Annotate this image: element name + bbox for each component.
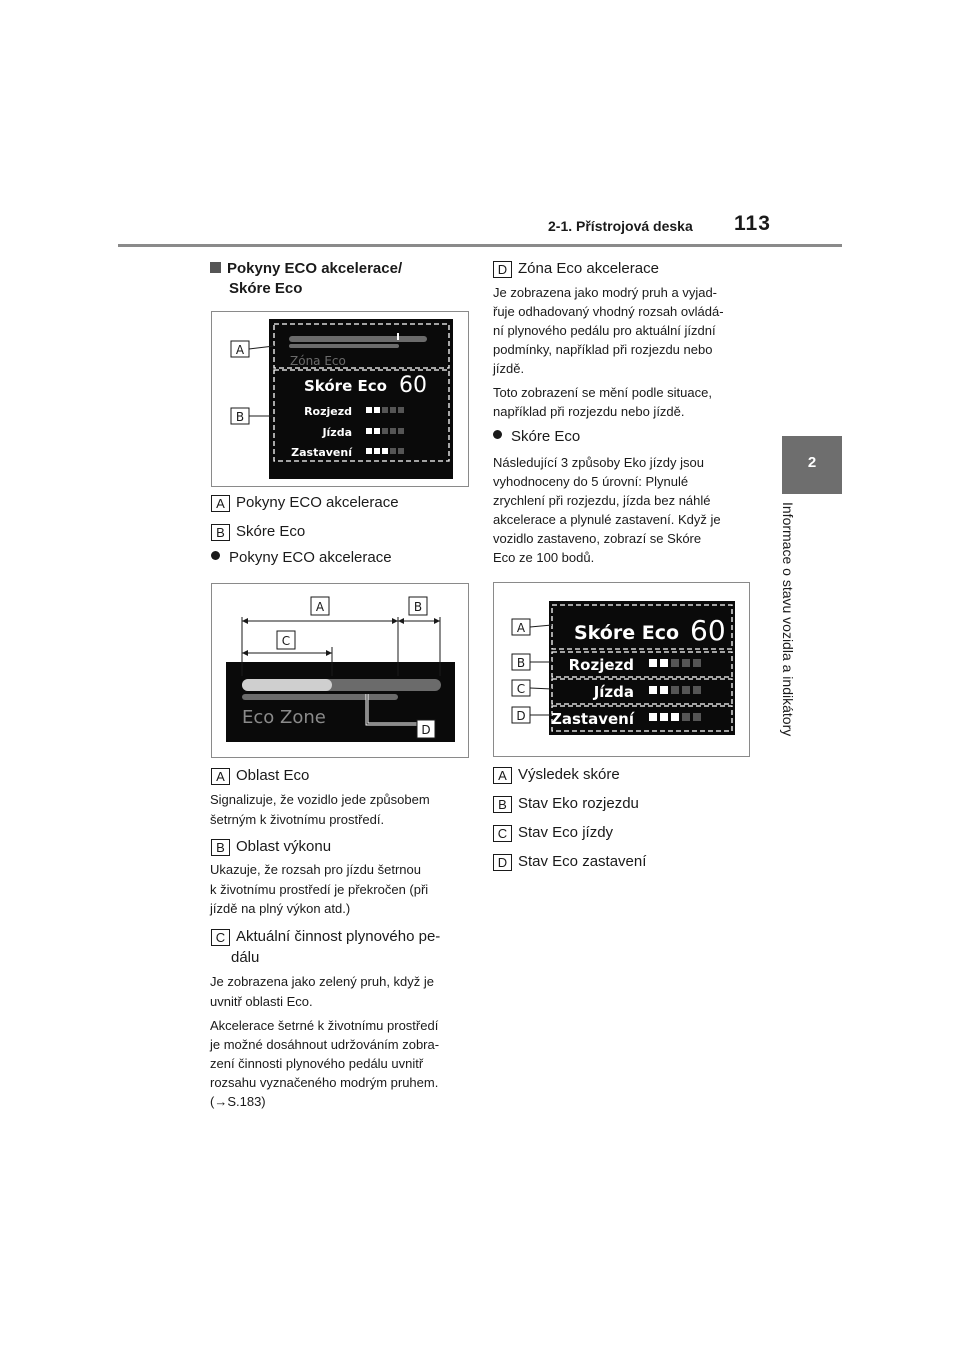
figure-eco-score-detail <box>493 582 750 757</box>
oblast-vykonu-desc-2: k životnímu prostředí je překročen (při <box>210 882 429 897</box>
legend-plynovy-pedal-line2: dálu <box>231 949 260 966</box>
fig3-callout-b: B <box>516 656 526 670</box>
figure-eco-score-detail-drawing <box>494 583 749 756</box>
oblast-eco-desc-1: Signalizuje, že vozidlo jede způsobem <box>210 792 430 807</box>
skore-desc-6: Eco ze 100 bodů. <box>493 550 595 565</box>
fig2-callout-b: B <box>413 600 423 614</box>
fig3-callout-a: A <box>516 621 526 635</box>
pedal-desc2-4: rozsahu vyznačeného modrým pruhem. <box>210 1075 439 1090</box>
skore-desc-4: akcelerace a plynulé zastavení. Když je <box>493 512 721 527</box>
zona-desc1-2: řuje odhadovaný vhodný rozsah ovládá- <box>493 304 724 319</box>
pedal-desc1-2: uvnitř oblasti Eco. <box>210 994 313 1009</box>
bullet-skore-eco: Skóre Eco <box>493 427 580 447</box>
figure-eco-zone-drawing <box>212 584 468 757</box>
figure-eco-guide-score <box>211 311 469 487</box>
section-heading-line2: Skóre Eco <box>229 280 303 297</box>
fig1-callout-b: B <box>235 410 245 424</box>
fig3-callout-d: D <box>516 709 526 723</box>
pedal-desc2-1: Akcelerace šetrné k životnímu prostředí <box>210 1018 439 1033</box>
fig1-row-rozjezd: Rozjezd <box>304 405 352 418</box>
figure-eco-guide-score-drawing <box>212 312 468 486</box>
bullet-dot-icon <box>493 430 502 439</box>
bullet-eco-guide: Pokyny ECO akcelerace <box>211 548 392 568</box>
zona-desc1-4: podmínky, například při rozjezdu nebo <box>493 342 713 357</box>
legend-eco-jizda: C Stav Eco jízdy <box>493 823 613 843</box>
skore-desc-3: zrychlení při rozjezdu, jízda bez náhlé <box>493 493 711 508</box>
fig2-zone-label: Eco Zone <box>242 707 326 728</box>
fig2-callout-a: A <box>315 600 325 614</box>
fig1-score-label: Skóre Eco <box>304 377 387 395</box>
legend-zona-eco: D Zóna Eco akcelerace <box>493 259 659 279</box>
fig1-zone-label: Zóna Eco <box>290 354 346 368</box>
fig1-legend-a: A Pokyny ECO akcelerace <box>211 493 399 513</box>
fig3-row-zastaveni: Zastavení <box>551 710 634 728</box>
zona-desc1-5: jízdě. <box>493 361 525 376</box>
legend-eko-rozjezd: B Stav Eko rozjezdu <box>493 794 639 814</box>
bullet-dot-icon <box>211 551 220 560</box>
legend-oblast-eco: A Oblast Eco <box>211 766 309 786</box>
fig1-callout-a: A <box>235 343 245 357</box>
header-rule <box>118 244 842 247</box>
fig2-callout-c: C <box>281 634 291 648</box>
skore-desc-1: Následující 3 způsoby Eko jízdy jsou <box>493 455 704 470</box>
zona-desc1-1: Je zobrazena jako modrý pruh a vyjad- <box>493 285 718 300</box>
section-title: 2-1. Přístrojová deska <box>548 218 693 234</box>
legend-oblast-vykonu: B Oblast výkonu <box>211 837 331 857</box>
skore-desc-5: vozidlo zastaveno, zobrazí se Skóre <box>493 531 702 546</box>
skore-desc-2: vyhodnoceny do 5 úrovní: Plynulé <box>493 474 689 489</box>
legend-plynovy-pedal: C Aktuální činnost plynového pe- <box>211 927 440 947</box>
chapter-title: Informace o stavu vozidla a indikátory <box>780 502 796 737</box>
fig3-score-label: Skóre Eco <box>574 622 680 644</box>
fig3-score-value: 60 <box>690 614 726 647</box>
legend-eco-zastaveni: D Stav Eco zastavení <box>493 852 646 872</box>
section-heading: Pokyny ECO akcelerace/ <box>210 256 402 282</box>
fig1-score-value: 60 <box>399 373 427 398</box>
zona-desc2-2: například při rozjezdu nebo jízdě. <box>493 404 685 419</box>
figure-eco-zone <box>211 583 469 758</box>
fig2-callout-d: D <box>421 723 431 737</box>
fig1-row-jizda: Jízda <box>322 426 352 439</box>
page-number: 113 <box>734 212 771 235</box>
square-bullet-icon <box>210 262 221 273</box>
pedal-desc2-2: je možné dosáhnout udržováním zobra- <box>210 1037 440 1052</box>
chapter-number: 2 <box>807 454 817 471</box>
zona-desc1-3: ní plynového pedálu pro aktuální jízdní <box>493 323 716 338</box>
fig3-row-jizda: Jízda <box>593 683 634 701</box>
page-reference-link[interactable]: (→S.183) <box>210 1094 266 1109</box>
oblast-vykonu-desc-3: jízdě na plný výkon atd.) <box>210 901 351 916</box>
legend-vysledek-skore: A Výsledek skóre <box>493 765 620 785</box>
fig3-row-rozjezd: Rozjezd <box>568 656 634 674</box>
pedal-desc1-1: Je zobrazena jako zelený pruh, když je <box>210 974 435 989</box>
oblast-eco-desc-2: šetrným k životnímu prostředí. <box>210 812 385 827</box>
zona-desc2-1: Toto zobrazení se mění podle situace, <box>493 385 712 400</box>
oblast-vykonu-desc-1: Ukazuje, že rozsah pro jízdu šetrnou <box>210 862 421 877</box>
pedal-desc2-3: zení činnosti plynového pedálu uvnitř <box>210 1056 424 1071</box>
fig1-row-zastaveni: Zastavení <box>291 446 352 459</box>
fig1-legend-b: B Skóre Eco <box>211 522 305 542</box>
fig3-callout-c: C <box>516 682 526 696</box>
